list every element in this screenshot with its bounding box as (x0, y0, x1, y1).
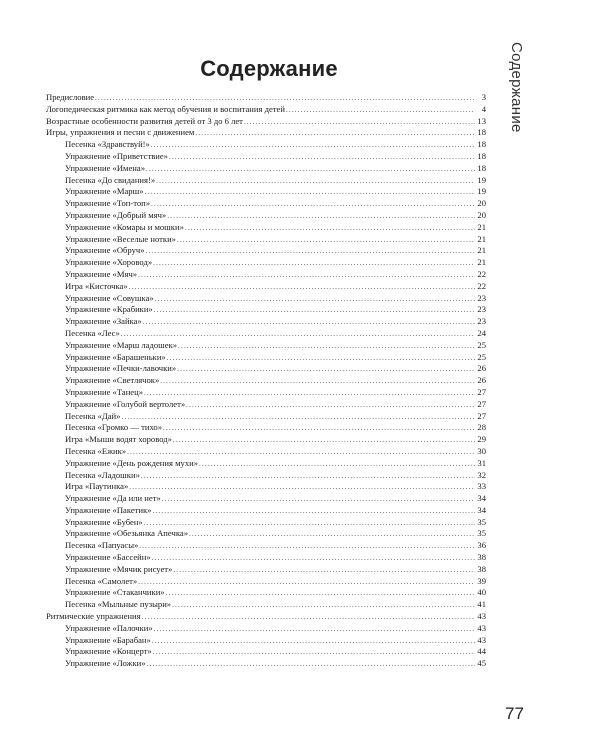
toc-entry[interactable] (46, 127, 486, 139)
toc-subentry[interactable] (46, 352, 486, 364)
toc-subentry[interactable] (46, 363, 486, 375)
toc-page-number: 18 (477, 162, 486, 173)
toc-subentry[interactable] (46, 257, 486, 269)
dot-leader (177, 235, 475, 247)
toc-page-number: 26 (477, 363, 486, 374)
toc-subentry[interactable] (46, 281, 486, 293)
dot-leader (129, 482, 475, 494)
dot-leader (167, 211, 475, 223)
toc-subentry[interactable] (46, 458, 486, 470)
toc-page-number: 23 (477, 316, 486, 327)
toc-page-number: 43 (477, 634, 486, 645)
dot-leader (138, 270, 475, 282)
toc-entry-title: Упражнение «Барабан» (65, 634, 151, 645)
toc-subentry[interactable] (46, 587, 486, 599)
toc-page-number: 29 (477, 434, 486, 445)
toc-subentry[interactable] (46, 387, 486, 399)
dot-leader (153, 647, 475, 659)
toc-page-number: 27 (477, 410, 486, 421)
toc-subentry[interactable] (46, 234, 486, 246)
toc-subentry[interactable] (46, 222, 486, 234)
toc-entry-title: Упражнение «День рождения мухи» (65, 457, 199, 468)
toc-page-number: 28 (477, 422, 486, 433)
dot-leader (152, 553, 475, 565)
dot-leader (147, 659, 475, 671)
toc-subentry[interactable] (46, 505, 486, 517)
dot-leader (162, 494, 475, 506)
toc-subentry[interactable] (46, 375, 486, 387)
toc-entry-title: Упражнение «Приветствие» (65, 150, 168, 161)
toc-page-number: 21 (477, 221, 486, 232)
toc-subentry[interactable] (46, 340, 486, 352)
toc-entry-title: Упражнение «Марш ладошек» (65, 339, 178, 350)
toc-page-number: 33 (477, 481, 486, 492)
toc-page-number: 18 (477, 150, 486, 161)
toc-page-number: 21 (477, 233, 486, 244)
toc-subentry[interactable] (46, 446, 486, 458)
toc-page-number: 22 (477, 280, 486, 291)
toc-entry-title: Упражнение «Имена» (65, 162, 146, 173)
toc-entry-title: Игра «Паутинка» (65, 481, 129, 492)
toc-page-number: 3 (481, 92, 486, 102)
dot-leader (178, 341, 475, 353)
dot-leader (139, 541, 475, 553)
dot-leader (146, 246, 475, 258)
dot-leader (166, 588, 475, 600)
toc-subentry[interactable] (46, 328, 486, 340)
toc-entry-title: Упражнение «Да или нет» (65, 493, 161, 504)
toc-page-number: 19 (477, 186, 486, 197)
toc-subentry[interactable] (46, 658, 486, 670)
toc-subentry[interactable] (46, 139, 486, 151)
toc-page-number: 44 (477, 646, 486, 657)
toc-entry[interactable] (46, 104, 486, 116)
toc-entry-title: Упражнение «Мячик рисует» (65, 563, 173, 574)
toc-page-number: 35 (477, 516, 486, 527)
toc-entry-title: Упражнение «Комары и мошки» (65, 221, 184, 232)
toc-subentry[interactable] (46, 646, 486, 658)
toc-subentry[interactable] (46, 316, 486, 328)
toc-subentry[interactable] (46, 411, 486, 423)
dot-leader (151, 140, 475, 152)
toc-entry-title: Упражнение «Хоровод» (65, 257, 153, 268)
toc-entry-title: Песенка «Ладошки» (65, 469, 140, 480)
toc-subentry[interactable] (46, 163, 486, 175)
toc-entry-title: Упражнение «Веселые нотки» (65, 233, 176, 244)
toc-entry-title: Возрастные особенности развития детей от 3 до 6 лет (46, 115, 243, 126)
toc-page-number: 34 (477, 504, 486, 515)
toc-entry-title: Упражнение «Барашеньки» (65, 351, 166, 362)
toc-subentry[interactable] (46, 481, 486, 493)
toc-subentry[interactable] (46, 293, 486, 305)
toc-entry-title: Игры, упражнения и песни с движением (46, 127, 195, 138)
dot-leader (155, 294, 475, 306)
dot-leader (177, 364, 475, 376)
toc-entry-title: Песенка «Ежик» (65, 445, 127, 456)
dot-leader (195, 128, 475, 140)
dot-leader (121, 412, 475, 424)
dot-leader (286, 105, 475, 117)
dot-leader (143, 317, 475, 329)
toc-page-number: 26 (477, 375, 486, 386)
toc-page-number: 36 (477, 540, 486, 551)
dot-leader (129, 282, 475, 294)
toc-subentry[interactable] (46, 528, 486, 540)
toc-page-number: 18 (477, 127, 486, 138)
dot-leader (144, 518, 475, 530)
toc-page-number: 34 (477, 493, 486, 504)
dot-leader (152, 636, 475, 648)
toc-subentry[interactable] (46, 434, 486, 446)
toc-subentry[interactable] (46, 210, 486, 222)
toc-page-number: 35 (477, 528, 486, 539)
dot-leader (173, 565, 475, 577)
toc-subentry[interactable] (46, 623, 486, 635)
dot-leader (186, 400, 475, 412)
toc-page-number: 25 (477, 339, 486, 350)
dot-leader (151, 199, 475, 211)
toc-page-number: 45 (477, 658, 486, 669)
toc-entry-title: Упражнение «Ложки» (65, 658, 146, 669)
dot-leader (169, 152, 475, 164)
toc-page-number: 38 (477, 552, 486, 563)
toc-entry-title: Упражнение «Крабики» (65, 304, 153, 315)
page-title: Содержание (200, 56, 338, 81)
toc-entry-title: Логопедическая ритмика как метод обучения и воспитания детей (46, 103, 285, 114)
toc-subentry[interactable] (46, 304, 486, 316)
toc-subentry[interactable] (46, 564, 486, 576)
toc-page-number: 27 (477, 386, 486, 397)
toc-subentry[interactable] (46, 245, 486, 257)
toc-page-number: 13 (477, 115, 486, 126)
toc-entry-title: Песенка «Мыльные пузыри» (65, 599, 172, 610)
toc-page-number: 27 (477, 398, 486, 409)
toc-subentry[interactable] (46, 599, 486, 611)
toc-entry[interactable] (46, 611, 486, 623)
toc-entry-title: Упражнение «Печки-лавочки» (65, 363, 177, 374)
toc-page-number: 23 (477, 304, 486, 315)
toc-entry-title: Упражнение «Обруч» (65, 245, 145, 256)
toc-page-number: 24 (477, 327, 486, 338)
dot-leader (145, 187, 475, 199)
running-header-text: Содержание (508, 42, 525, 133)
toc-page-number: 39 (477, 575, 486, 586)
toc-page-number: 4 (481, 103, 486, 114)
toc-entry-title: Игра «Кисточка» (65, 280, 128, 291)
toc-page-number: 40 (477, 587, 486, 598)
toc-page-number: 21 (477, 245, 486, 256)
toc-page-number: 23 (477, 292, 486, 303)
toc-page-number: 30 (477, 445, 486, 456)
dot-leader (142, 612, 475, 624)
toc-subentry[interactable] (46, 493, 486, 505)
toc-page-number: 31 (477, 457, 486, 468)
dot-leader (160, 376, 475, 388)
toc-entry-title: Песенка «Здравствуй!» (65, 139, 150, 150)
toc-page-number: 25 (477, 351, 486, 362)
toc-entry-title: Песенка «Громко — тихо» (65, 422, 163, 433)
dot-leader (146, 164, 475, 176)
toc-subentry[interactable] (46, 269, 486, 281)
toc-entry-title: Упражнение «Концерт» (65, 646, 152, 657)
toc-entry-title: Упражнение «Бассейн» (65, 552, 151, 563)
dot-leader (172, 600, 475, 612)
page-number: 77 (505, 704, 524, 723)
toc-page-number: 20 (477, 209, 486, 220)
dot-leader (154, 624, 475, 636)
dot-leader (154, 305, 475, 317)
toc-entry-title: Песенка «Папуасы» (65, 540, 139, 551)
toc-entry-title: Упражнение «Обезьянка Апечка» (65, 528, 188, 539)
toc-page-number: 18 (477, 139, 486, 150)
toc-entry-title: Песенка «Самолет» (65, 575, 138, 586)
dot-leader (185, 223, 475, 235)
toc-entry-title: Песенка «Лес» (65, 327, 120, 338)
toc-subentry[interactable] (46, 540, 486, 552)
toc-entry-title: Упражнение «Мяч» (65, 268, 138, 279)
dot-leader (163, 423, 475, 435)
toc-entry-title: Упражнение «Топ-топ» (65, 198, 151, 209)
toc-entry-title: Упражнение «Марш» (65, 186, 144, 197)
dot-leader (173, 435, 475, 447)
table-of-contents (46, 92, 486, 670)
toc-subentry[interactable] (46, 399, 486, 411)
toc-page-number: 41 (477, 599, 486, 610)
toc-page-number: 22 (477, 268, 486, 279)
toc-subentry[interactable] (46, 552, 486, 564)
toc-page-number: 21 (477, 257, 486, 268)
dot-leader (144, 388, 475, 400)
dot-leader (244, 117, 475, 129)
toc-subentry[interactable] (46, 576, 486, 588)
toc-entry-title: Упражнение «Бубен» (65, 516, 143, 527)
toc-subentry[interactable] (46, 198, 486, 210)
toc-entry[interactable] (46, 92, 486, 104)
dot-leader (141, 471, 475, 483)
dot-leader (152, 506, 475, 518)
toc-page-number: 43 (477, 611, 486, 622)
toc-subentry[interactable] (46, 151, 486, 163)
toc-entry-title: Упражнение «Совушка» (65, 292, 154, 303)
toc-entry-title: Упражнение «Пакетик» (65, 504, 152, 515)
toc-subentry[interactable] (46, 635, 486, 647)
toc-subentry[interactable] (46, 422, 486, 434)
toc-page-number: 43 (477, 622, 486, 633)
toc-entry-title: Упражнение «Добрый мяч» (65, 209, 167, 220)
toc-entry[interactable] (46, 116, 486, 128)
dot-leader (189, 529, 475, 541)
dot-leader (199, 459, 475, 471)
toc-entry-title: Упражнение «Палочки» (65, 622, 153, 633)
toc-entry-title: Упражнение «Светлячок» (65, 375, 160, 386)
toc-entry-title: Песенка «До свидания!» (65, 174, 156, 185)
toc-entry-title: Игра «Мыши водят хоровод» (65, 434, 172, 445)
toc-entry-title: Песенка «Дай» (65, 410, 121, 421)
dot-leader (156, 176, 475, 188)
dot-leader (138, 577, 475, 589)
toc-page-number: 32 (477, 469, 486, 480)
toc-entry-title: Упражнение «Зайка» (65, 316, 142, 327)
toc-entry-title: Ритмические упражнения (46, 611, 141, 622)
toc-subentry[interactable] (46, 470, 486, 482)
dot-leader (167, 353, 475, 365)
toc-entry-title: Упражнение «Стаканчики» (65, 587, 165, 598)
toc-subentry[interactable] (46, 517, 486, 529)
toc-page-number: 38 (477, 563, 486, 574)
toc-subentry[interactable] (46, 175, 486, 187)
toc-page-number: 20 (477, 198, 486, 209)
toc-entry-title: Упражнение «Танец» (65, 386, 144, 397)
running-header (500, 42, 540, 132)
toc-entry-title: Предисловие (46, 92, 95, 102)
dot-leader (153, 258, 475, 270)
toc-page-number: 19 (477, 174, 486, 185)
toc-subentry[interactable] (46, 186, 486, 198)
toc-entry-title: Упражнение «Голубой вертолет» (65, 398, 186, 409)
